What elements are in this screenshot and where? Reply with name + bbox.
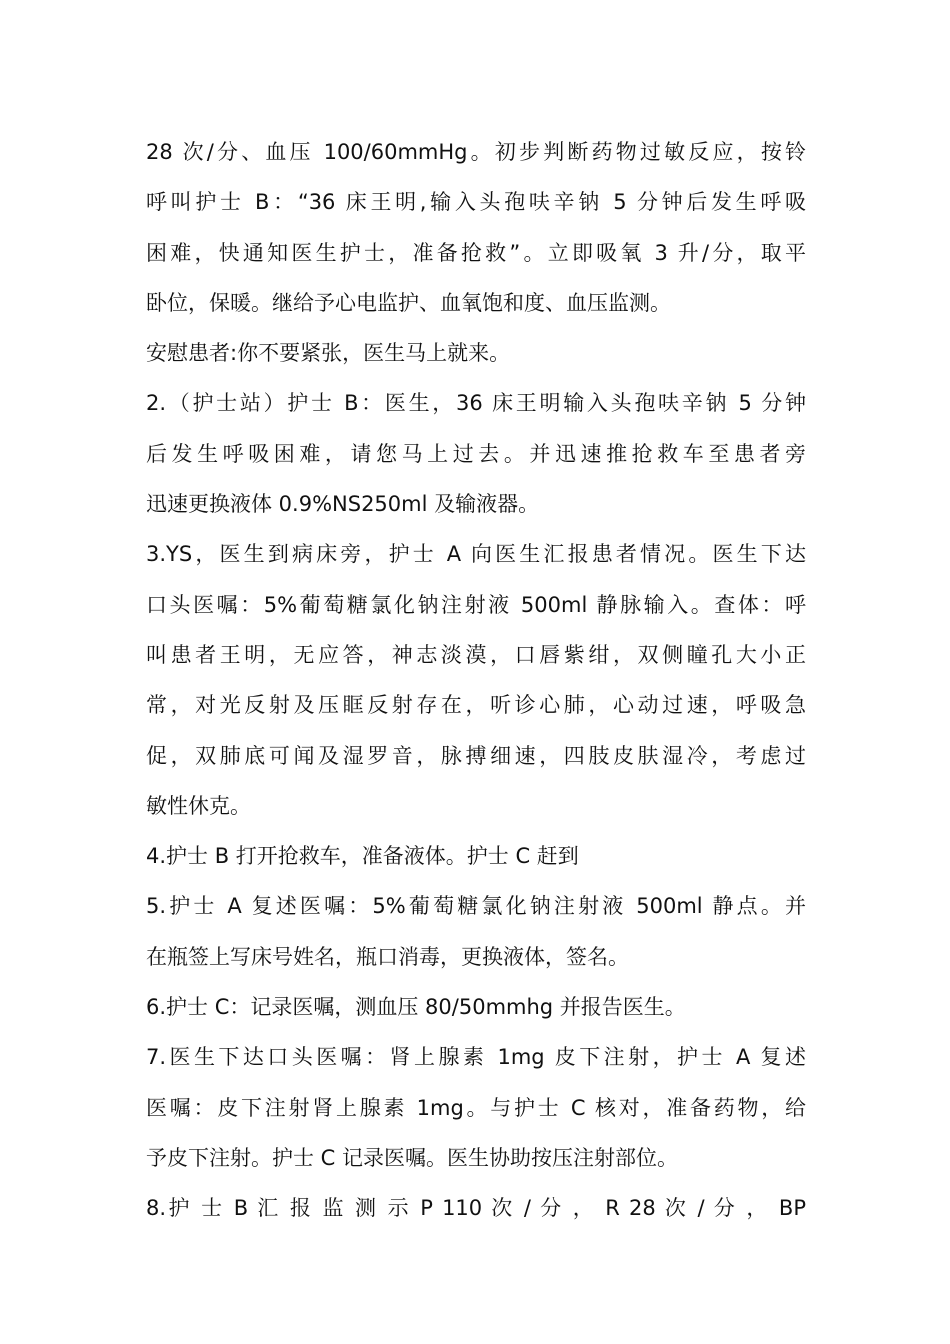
text-line: 安慰患者:你不要紧张，医生马上就来。 (146, 341, 511, 366)
text-line: 2.（护士站）护士 B：医生，36 床王明输入头孢呋辛钠 5 分钟 (146, 391, 806, 416)
text-line: 困难，快通知医生护士，准备抢救”。立即吸氧 3 升/分，取平 (146, 240, 806, 265)
text-line: 予皮下注射。护士 C 记录医嘱。医生协助按压注射部位。 (146, 1145, 679, 1170)
text-line: 促，双肺底可闻及湿罗音，脉搏细速，四肢皮肤湿冷，考虑过 (146, 743, 806, 768)
document-body (146, 127, 806, 1234)
text-line: 6.护士 C：记录医嘱，测血压 80/50mmhg 并报告医生。 (146, 995, 686, 1020)
text-line: 7.医生下达口头医嘱：肾上腺素 1mg 皮下注射，护士 A 复述 (146, 1045, 806, 1070)
text-line: 5.护士 A 复述医嘱：5%葡萄糖氯化钠注射液 500ml 静点。并 (146, 894, 806, 919)
text-line: 卧位，保暖。继给予心电监护、血氧饱和度、血压监测。 (146, 290, 671, 315)
text-line: 呼叫护士 B：“36 床王明,输入头孢呋辛钠 5 分钟后发生呼吸 (146, 190, 806, 215)
text-line: 8.护 士 B 汇 报 监 测 示 P 110 次 / 分 ， R 28 次 / 分 ， BP (146, 1196, 806, 1221)
text-line: 口头医嘱：5%葡萄糖氯化钠注射液 500ml 静脉输入。查体：呼 (146, 592, 806, 617)
text-line: 常，对光反射及压眶反射存在，听诊心肺，心动过速，呼吸急 (146, 693, 806, 718)
text-line: 在瓶签上写床号姓名，瓶口消毒，更换液体，签名。 (146, 944, 629, 969)
text-line: 4.护士 B 打开抢救车，准备液体。护士 C 赶到 (146, 844, 579, 869)
text-line: 敏性休克。 (146, 793, 251, 818)
text-line: 后发生呼吸困难，请您马上过去。并迅速推抢救车至患者旁 (146, 441, 806, 466)
text-line: 3.YS，医生到病床旁，护士 A 向医生汇报患者情况。医生下达 (146, 542, 806, 567)
text-line: 叫患者王明，无应答，神志淡漠，口唇紫绀，双侧瞳孔大小正 (146, 642, 806, 667)
text-line: 迅速更换液体 0.9%NS250ml 及输液器。 (146, 492, 540, 517)
text-line: 28 次/分、血压 100/60mmHg。初步判断药物过敏反应，按铃 (146, 140, 806, 164)
text-line: 医嘱：皮下注射肾上腺素 1mg。与护士 C 核对，准备药物，给 (146, 1095, 806, 1120)
